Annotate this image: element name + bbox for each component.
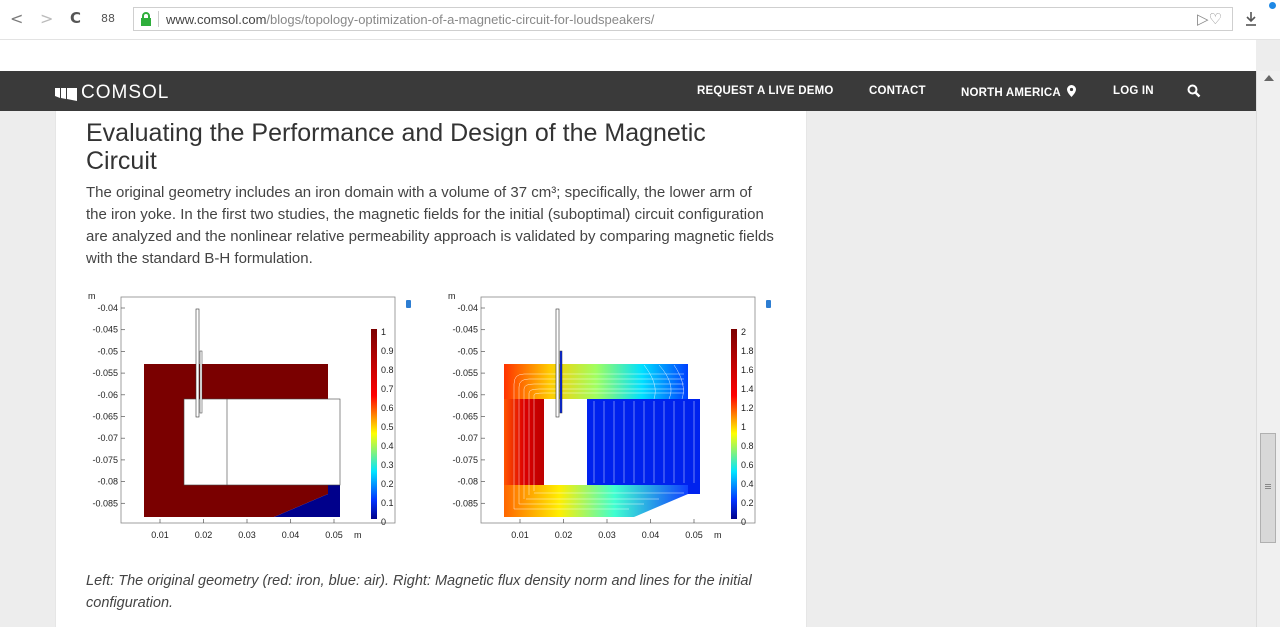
colorbar-label: 0.7 (381, 384, 394, 394)
y-tick-label: -0.085 (452, 498, 478, 509)
y-tick-label: -0.045 (452, 324, 478, 335)
magnet-region (184, 399, 340, 485)
colorbar-ticks (741, 327, 754, 527)
grip-icon (1265, 484, 1271, 485)
y-tick-label: -0.08 (457, 476, 478, 487)
x-tick-label: 0.05 (685, 530, 703, 540)
left-colorbar (366, 297, 426, 537)
section-heading: Evaluating the Performance and Design of the Magnetic Circuit (86, 119, 706, 175)
download-icon[interactable] (1245, 8, 1265, 30)
url-host: www.comsol.com (166, 12, 267, 27)
send-heart-icons[interactable]: ▷♡ (1197, 10, 1222, 28)
x-tick-label: 0.03 (598, 530, 616, 540)
x-unit-label: m (354, 530, 362, 540)
colorbar-legend-icon[interactable] (406, 300, 411, 308)
y-tick-label: -0.05 (457, 346, 478, 357)
y-tick-label: -0.04 (97, 303, 118, 313)
geometry-plot (84, 289, 414, 549)
page-scrollbar[interactable] (1256, 71, 1280, 627)
flux-top-arm (504, 364, 688, 399)
x-tick-label: 0.02 (554, 530, 573, 540)
nav-contact[interactable]: CONTACT (869, 85, 926, 97)
x-tick-label: 0.04 (641, 530, 660, 540)
colorbar-label: 0.3 (381, 460, 394, 470)
y-tick-label: -0.075 (92, 454, 118, 465)
colorbar-label: 1.6 (741, 365, 754, 375)
colorbar-label: 1.8 (741, 346, 754, 356)
nav-login[interactable]: LOG IN (1113, 85, 1154, 97)
colorbar-gradient (371, 329, 377, 519)
colorbar-ticks (381, 327, 394, 527)
y-tick-label: -0.085 (92, 498, 118, 509)
forward-icon[interactable]: > (40, 9, 54, 28)
x-tick-label: 0.01 (151, 530, 169, 540)
y-unit-label: m (88, 291, 96, 301)
colorbar-label: 0.4 (741, 479, 754, 489)
y-tick-label: -0.04 (457, 303, 478, 313)
article-paragraph: The original geometry includes an iron domain with a volume of 37 cm³; specifically, the lower arm of the iron yoke. In the first two studies, the magnetic fields for the initial (suboptimal) circuit configuration are analyzed and the nonlinear relative permeability approach is validated by comparing magnetic fields with the standard B-H formulation. (86, 184, 774, 267)
colorbar-label: 0.8 (381, 365, 394, 375)
colorbar-label: 0.2 (741, 498, 754, 508)
y-tick-label: -0.07 (97, 433, 118, 444)
logo-mark-icon (55, 85, 77, 101)
colorbar-label: 0.4 (381, 441, 394, 451)
y-unit-label: m (448, 291, 456, 301)
y-tick-label: -0.07 (457, 433, 478, 444)
download-badge (1269, 2, 1276, 9)
flux-density-plot (444, 289, 774, 549)
address-bar[interactable] (133, 7, 1233, 31)
page-top-gap (0, 40, 1256, 71)
url-text[interactable] (166, 12, 654, 27)
y-tick-label: -0.065 (92, 411, 118, 422)
colorbar-legend-icon[interactable] (766, 300, 771, 308)
y-tick-label: -0.08 (97, 476, 118, 487)
x-tick-label: 0.05 (325, 530, 343, 540)
x-unit-label: m (714, 530, 722, 540)
x-tick-label: 0.02 (194, 530, 213, 540)
url-path: /blogs/topology-optimization-of-a-magnetic-circuit-for-loudspeakers/ (266, 12, 655, 27)
flux-air-gap (688, 485, 700, 494)
site-navbar (0, 71, 1256, 111)
colorbar-label: 0 (381, 517, 387, 527)
y-axis-ticks (452, 303, 485, 508)
colorbar-label: 0.1 (381, 498, 394, 508)
y-tick-label: -0.06 (97, 389, 118, 400)
colorbar-label: 1.2 (741, 403, 754, 413)
colorbar-label: 1 (741, 422, 747, 432)
tabs-icon[interactable]: 88 (101, 12, 115, 25)
colorbar-label: 1.4 (741, 384, 754, 394)
colorbar-gradient (731, 329, 737, 519)
right-colorbar (726, 297, 786, 537)
nav-request-demo[interactable]: REQUEST A LIVE DEMO (697, 85, 834, 97)
voice-coil-former (556, 309, 559, 417)
scroll-thumb[interactable] (1260, 433, 1276, 543)
voice-coil-winding (200, 351, 202, 413)
y-tick-label: -0.055 (452, 368, 478, 379)
colorbar-label: 0.9 (381, 346, 394, 356)
voice-coil-former (196, 309, 199, 417)
nav-region[interactable] (961, 85, 1076, 99)
article-card (55, 111, 807, 627)
colorbar-label: 0.5 (381, 422, 394, 432)
colorbar-label: 0.8 (741, 441, 754, 451)
x-tick-label: 0.04 (281, 530, 300, 540)
search-icon[interactable] (1187, 84, 1201, 98)
colorbar-label: 0.6 (381, 403, 394, 413)
brand-name: COMSOL (81, 82, 170, 103)
y-tick-label: -0.06 (457, 389, 478, 400)
lock-icon (140, 12, 152, 26)
y-tick-label: -0.055 (92, 368, 118, 379)
colorbar-label: 0 (741, 517, 747, 527)
reload-icon[interactable]: C (70, 9, 82, 27)
colorbar-label: 0.6 (741, 460, 754, 470)
back-icon[interactable]: < (10, 9, 24, 28)
colorbar-label: 2 (741, 327, 747, 337)
y-tick-label: -0.065 (452, 411, 478, 422)
site-logo[interactable] (55, 82, 169, 104)
y-tick-label: -0.075 (452, 454, 478, 465)
colorbar-label: 0.2 (381, 479, 394, 489)
location-pin-icon (1067, 85, 1076, 97)
y-axis-ticks (92, 303, 125, 508)
voice-coil-winding (560, 351, 562, 413)
nav-region-label: NORTH AMERICA (961, 87, 1061, 99)
url-separator (158, 11, 159, 27)
figure-caption: Left: The original geometry (red: iron, blue: air). Right: Magnetic flux density norm and lines for the initial configuration. (86, 573, 752, 611)
y-tick-label: -0.045 (92, 324, 118, 335)
flux-pole-region (544, 399, 587, 485)
browser-toolbar (0, 0, 1280, 40)
colorbar-label: 1 (381, 327, 387, 337)
y-tick-label: -0.05 (97, 346, 118, 357)
x-tick-label: 0.03 (238, 530, 256, 540)
x-tick-label: 0.01 (511, 530, 529, 540)
scroll-up-arrow-icon[interactable] (1264, 75, 1274, 81)
